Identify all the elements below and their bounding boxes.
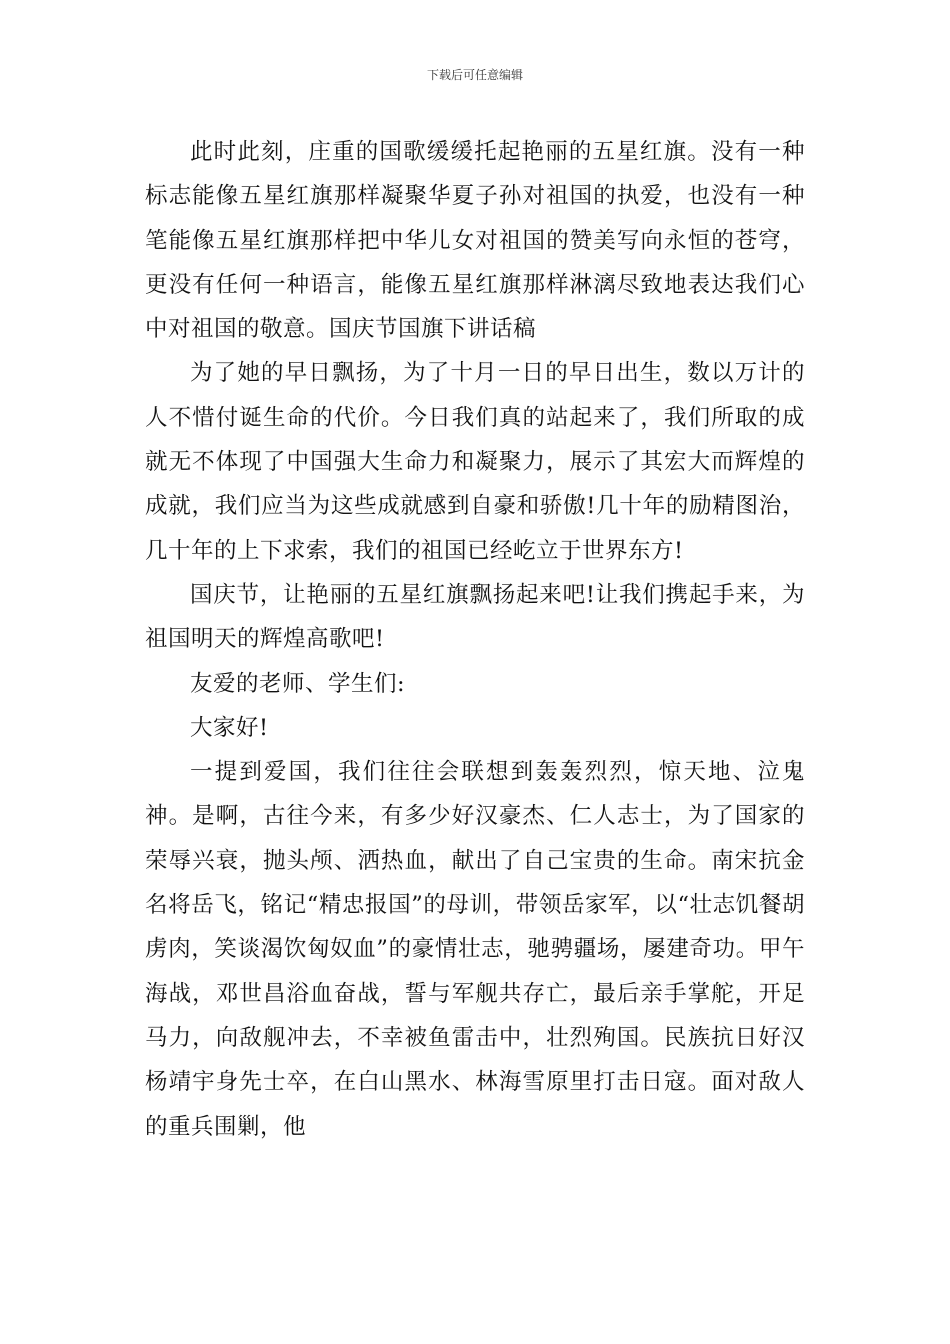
document-body (145, 130, 805, 1149)
page-header: 下载后可任意编辑 (426, 68, 523, 82)
paragraph-5: 大家好! (190, 714, 269, 741)
paragraph-1: 此时此刻，庄重的国歌缓缓托起艳丽的五星红旗。没有一种标志能像五星红旗那样凝聚华夏子孙对祖国的执爱，也没有一种笔能像五星红旗那样把中华儿女对祖国的赞美写向永恒的苍穹，更没有任何一种语言，能像五星红旗那样淋漓尽致地表达我们心中对祖国的敬意。国庆节国旗下讲话稿 (145, 139, 805, 343)
paragraph-6: 一提到爱国，我们往往会联想到轰轰烈烈，惊天地、泣鬼神。是啊，古往今来，有多少好汉豪杰、仁人志士，为了国家的荣辱兴衰，抛头颅、洒热血，献出了自己宝贵的生命。南宋抗金名将岳飞，铭记“精忠报国”的母训，带领岳家军，以“壮志饥餐胡虏肉，笑谈渴饮匈奴血”的豪情壮志，驰骋疆场，屡建奇功。甲午海战，邓世昌浴血奋战，誓与军舰共存亡，最后亲手掌舵，开足马力，向敌舰冲去，不幸被鱼雷击中，壮烈殉国。民族抗日好汉杨靖宇身先士卒，在白山黑水、林海雪原里打击日寇。面对敌人的重兵围剿，他 (145, 759, 805, 1140)
paragraph-4: 友爱的老师、学生们: (190, 670, 406, 697)
paragraph-3: 国庆节，让艳丽的五星红旗飘扬起来吧!让我们携起手来，为祖国明天的辉煌高歌吧! (145, 581, 805, 653)
paragraph-2: 为了她的早日飘扬，为了十月一日的早日出生，数以万计的人不惜付诞生命的代价。今日我们真的站起来了，我们所取的成就无不体现了中国强大生命力和凝聚力，展示了其宏大而辉煌的成就，我们应当为这些成就感到自豪和骄傲!几十年的励精图治，几十年的上下求索，我们的祖国已经屹立于世界东方! (145, 360, 805, 564)
